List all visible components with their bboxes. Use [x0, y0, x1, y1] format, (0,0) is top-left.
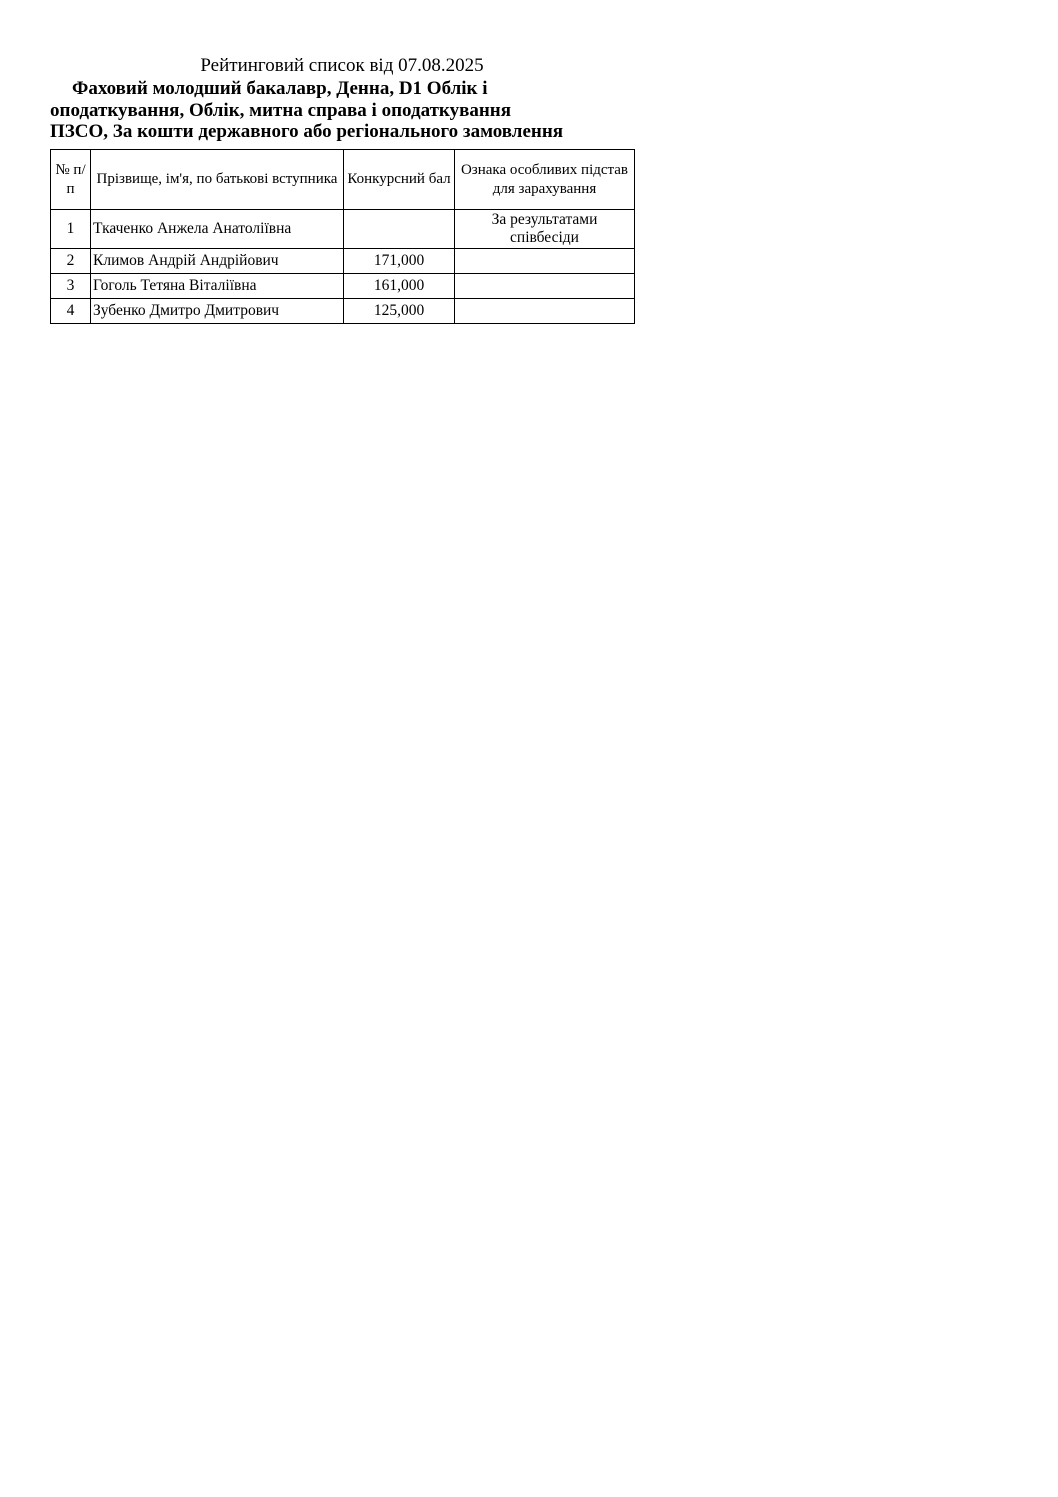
row-score: 171,000	[344, 249, 455, 274]
column-header-basis: Ознака особливих підстав для зарахування	[455, 150, 635, 210]
row-score: 161,000	[344, 274, 455, 299]
document-title: Рейтинговий список від 07.08.2025	[200, 55, 484, 76]
column-header-score: Конкурсний бал	[344, 150, 455, 210]
row-score: 125,000	[344, 299, 455, 324]
row-name: Климов Андрій Андрійович	[91, 249, 344, 274]
row-name: Гоголь Тетяна Віталіївна	[91, 274, 344, 299]
row-name: Зубенко Дмитро Дмитрович	[91, 299, 344, 324]
row-score	[344, 210, 455, 249]
row-name: Ткаченко Анжела Анатоліївна	[91, 210, 344, 249]
program-heading-line-1: Фаховий молодший бакалавр, Денна, D1 Облік і	[72, 78, 488, 99]
row-num: 2	[51, 249, 91, 274]
row-basis: За результатами співбесіди	[455, 210, 635, 249]
program-heading	[50, 78, 650, 143]
table-row	[51, 249, 635, 274]
row-basis	[455, 274, 635, 299]
table-row	[51, 210, 635, 249]
row-basis	[455, 249, 635, 274]
column-header-name: Прізвище, ім'я, по батькові вступника	[91, 150, 344, 210]
row-num: 1	[51, 210, 91, 249]
row-num: 3	[51, 274, 91, 299]
table-row	[51, 274, 635, 299]
program-heading-line-2: оподаткування, Облік, митна справа і оподаткування	[50, 99, 512, 121]
table-row	[51, 299, 635, 324]
program-heading-line-3: ПЗСО, За кошти державного або регіонального замовлення	[50, 121, 564, 142]
row-num: 4	[51, 299, 91, 324]
column-header-num: № п/п	[51, 150, 91, 210]
table-header-row	[51, 150, 635, 210]
row-basis	[455, 299, 635, 324]
rating-table	[50, 149, 635, 324]
